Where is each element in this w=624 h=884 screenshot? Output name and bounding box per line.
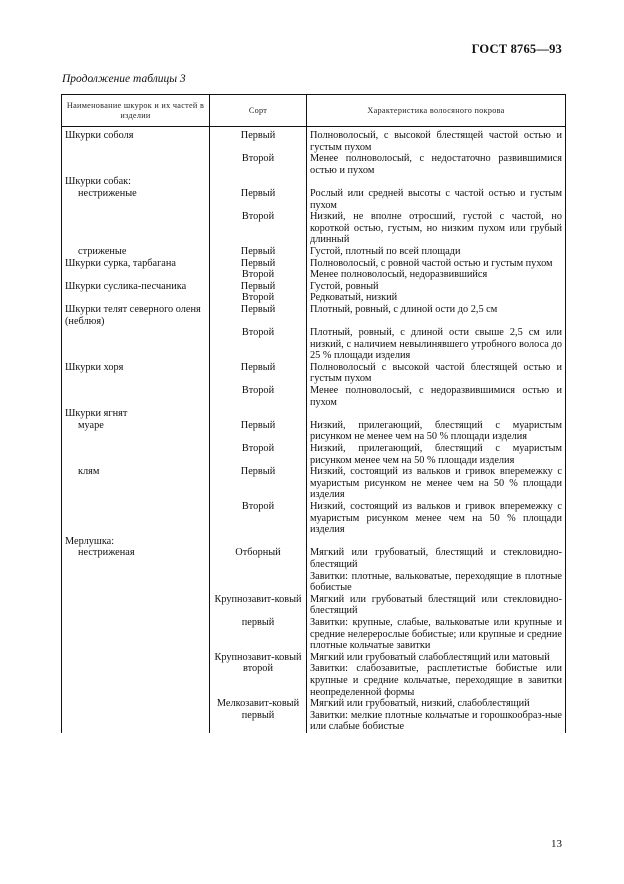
table-row: [62, 571, 566, 594]
table-row: [62, 153, 566, 176]
row-grade: Второй: [210, 443, 307, 466]
row-name: [62, 443, 210, 466]
table-row: [62, 327, 566, 362]
row-grade: первый: [210, 617, 307, 652]
row-grade: Первый: [210, 362, 307, 385]
row-name: муаре: [62, 420, 210, 443]
row-grade: Первый: [210, 258, 307, 270]
row-grade: [210, 408, 307, 420]
row-grade: [210, 571, 307, 594]
table-row: [62, 269, 566, 281]
table-row: [62, 547, 566, 570]
row-desc: [307, 176, 566, 188]
table-row: [62, 408, 566, 420]
row-desc: [307, 536, 566, 548]
row-grade: Мелкозавит-ковый: [210, 698, 307, 710]
column-header-name: Наименование шкурок и их частей в изделии: [62, 95, 210, 127]
table-row: [62, 246, 566, 258]
table-row: [62, 710, 566, 733]
table-row: [62, 292, 566, 304]
row-name: [62, 385, 210, 408]
row-name: Шкурки хоря: [62, 362, 210, 385]
row-grade: Отборный: [210, 547, 307, 570]
table-row: [62, 617, 566, 652]
row-name: клям: [62, 466, 210, 501]
row-grade: Первый: [210, 281, 307, 293]
row-grade: Второй: [210, 501, 307, 536]
row-desc: Низкий, состоящий из вальков и гривок вперемежку с муаристым рисунком не менее чем на 50 % площади изделия: [307, 466, 566, 501]
row-desc: Низкий, прилегающий, блестящий с муаристым рисунком не менее чем на 50 % площади изделия: [307, 420, 566, 443]
row-desc: [307, 408, 566, 420]
row-desc: Мягкий или грубоватый блестящий или стекловидно-блестящий: [307, 594, 566, 617]
table-row: [62, 385, 566, 408]
row-desc: Полноволосый, с ровной частой остью и густым пухом: [307, 258, 566, 270]
row-grade: Первый: [210, 188, 307, 211]
row-grade: Первый: [210, 127, 307, 154]
row-name: [62, 652, 210, 664]
row-name: Шкурки сурка, тарбагана: [62, 258, 210, 270]
row-desc: Густой, плотный по всей площади: [307, 246, 566, 258]
table-row: [62, 420, 566, 443]
table-row: [62, 211, 566, 246]
row-grade: Второй: [210, 153, 307, 176]
row-name: [62, 663, 210, 698]
table-row: [62, 594, 566, 617]
table-row: [62, 663, 566, 698]
row-desc: Мягкий или грубоватый слабоблестящий или матовый: [307, 652, 566, 664]
table-caption: Продолжение таблицы 3: [62, 73, 186, 85]
row-desc: Полноволосый, с высокой блестящей частой остью и густым пухом: [307, 127, 566, 154]
table-row: [62, 258, 566, 270]
row-desc: Плотный, ровный, с длиной ости свыше 2,5 см или низкий, с наличием невылинявшего утробного волоса до 25 % площади изделия: [307, 327, 566, 362]
table-row: [62, 176, 566, 188]
table-row: [62, 304, 566, 327]
row-desc: Низкий, состоящий из вальков и гривок вперемежку с муаристым рисунком менее чем на 50 % площади изделия: [307, 501, 566, 536]
row-name: [62, 710, 210, 733]
row-desc: Рослый или средней высоты с частой остью и густым пухом: [307, 188, 566, 211]
row-name: Шкурки суслика-песчаника: [62, 281, 210, 293]
row-name: [62, 617, 210, 652]
row-name: [62, 211, 210, 246]
row-name: стриженые: [62, 246, 210, 258]
row-grade: Второй: [210, 385, 307, 408]
table-row: [62, 188, 566, 211]
row-grade: [210, 176, 307, 188]
row-name: Мерлушка:: [62, 536, 210, 548]
row-desc: Полноволосый с высокой частой блестящей остью и густым пухом: [307, 362, 566, 385]
row-grade: Первый: [210, 466, 307, 501]
row-name: [62, 698, 210, 710]
column-header-characteristic: Характеристика волосяного покрова: [307, 95, 566, 127]
row-grade: Второй: [210, 327, 307, 362]
row-desc: Плотный, ровный, с длиной ости до 2,5 см: [307, 304, 566, 327]
row-desc: Завитки: плотные, вальковатые, переходящие в плотные бобистые: [307, 571, 566, 594]
table-row: [62, 501, 566, 536]
row-name: [62, 501, 210, 536]
row-name: Шкурки соболя: [62, 127, 210, 154]
row-desc: Менее полноволосый, недоразвившийся: [307, 269, 566, 281]
standard-code: ГОСТ 8765—93: [471, 42, 562, 56]
row-desc: Менее полноволосый, с недостаточно развившимися остью и пухом: [307, 153, 566, 176]
row-name: [62, 594, 210, 617]
table-row: [62, 127, 566, 154]
row-grade: Крупнозавит-ковый: [210, 594, 307, 617]
row-desc: Завитки: мелкие плотные кольчатые и горошкообраз-ные или слабые бобистые: [307, 710, 566, 733]
row-name: [62, 269, 210, 281]
table-row: [62, 443, 566, 466]
row-desc: Завитки: крупные, слабые, вальковатые или крупные и средние нелерерослые бобистые; или крупные и средние плотные кольчатые завитки: [307, 617, 566, 652]
row-name: [62, 571, 210, 594]
characteristics-table: [61, 94, 566, 733]
table-row: [62, 362, 566, 385]
row-desc: Густой, ровный: [307, 281, 566, 293]
table-row: [62, 652, 566, 664]
row-grade: Второй: [210, 211, 307, 246]
row-grade: Первый: [210, 420, 307, 443]
row-grade: Второй: [210, 269, 307, 281]
row-name: нестриженые: [62, 188, 210, 211]
row-desc: Редковатый, низкий: [307, 292, 566, 304]
row-desc: Мягкий или грубоватый, блестящий и стекловидно-блестящий: [307, 547, 566, 570]
table-row: [62, 698, 566, 710]
row-grade: Второй: [210, 292, 307, 304]
row-name: [62, 153, 210, 176]
row-grade: второй: [210, 663, 307, 698]
table-row: [62, 281, 566, 293]
row-desc: Низкий, прилегающий, блестящий с муаристым рисунком менее чем на 50 % площади изделия: [307, 443, 566, 466]
row-name: Шкурки собак:: [62, 176, 210, 188]
row-name: [62, 327, 210, 362]
row-grade: Первый: [210, 246, 307, 258]
row-grade: первый: [210, 710, 307, 733]
row-grade: Первый: [210, 304, 307, 327]
column-header-grade: Сорт: [210, 95, 307, 127]
row-name: Шкурки телят северного оленя (неблюя): [62, 304, 210, 327]
table-row: [62, 466, 566, 501]
row-desc: Низкий, не вполне отросший, густой с частой, но короткой остью, густым, но низким пухом или грубый длинный: [307, 211, 566, 246]
row-grade: [210, 536, 307, 548]
row-name: [62, 292, 210, 304]
row-name: Шкурки ягнят: [62, 408, 210, 420]
row-name: нестриженая: [62, 547, 210, 570]
row-grade: Крупнозавит-ковый: [210, 652, 307, 664]
row-desc: Мягкий или грубоватый, низкий, слабоблестящий: [307, 698, 566, 710]
table-row: [62, 536, 566, 548]
page-number: 13: [551, 838, 562, 850]
row-desc: Менее полноволосый, с недоразвившимися остью и пухом: [307, 385, 566, 408]
table-header-row: [62, 95, 566, 127]
row-desc: Завитки: слабозавитые, расплетистые бобистые или крупные и средние кольчатые, переходящие в завитки неопределенной формы: [307, 663, 566, 698]
